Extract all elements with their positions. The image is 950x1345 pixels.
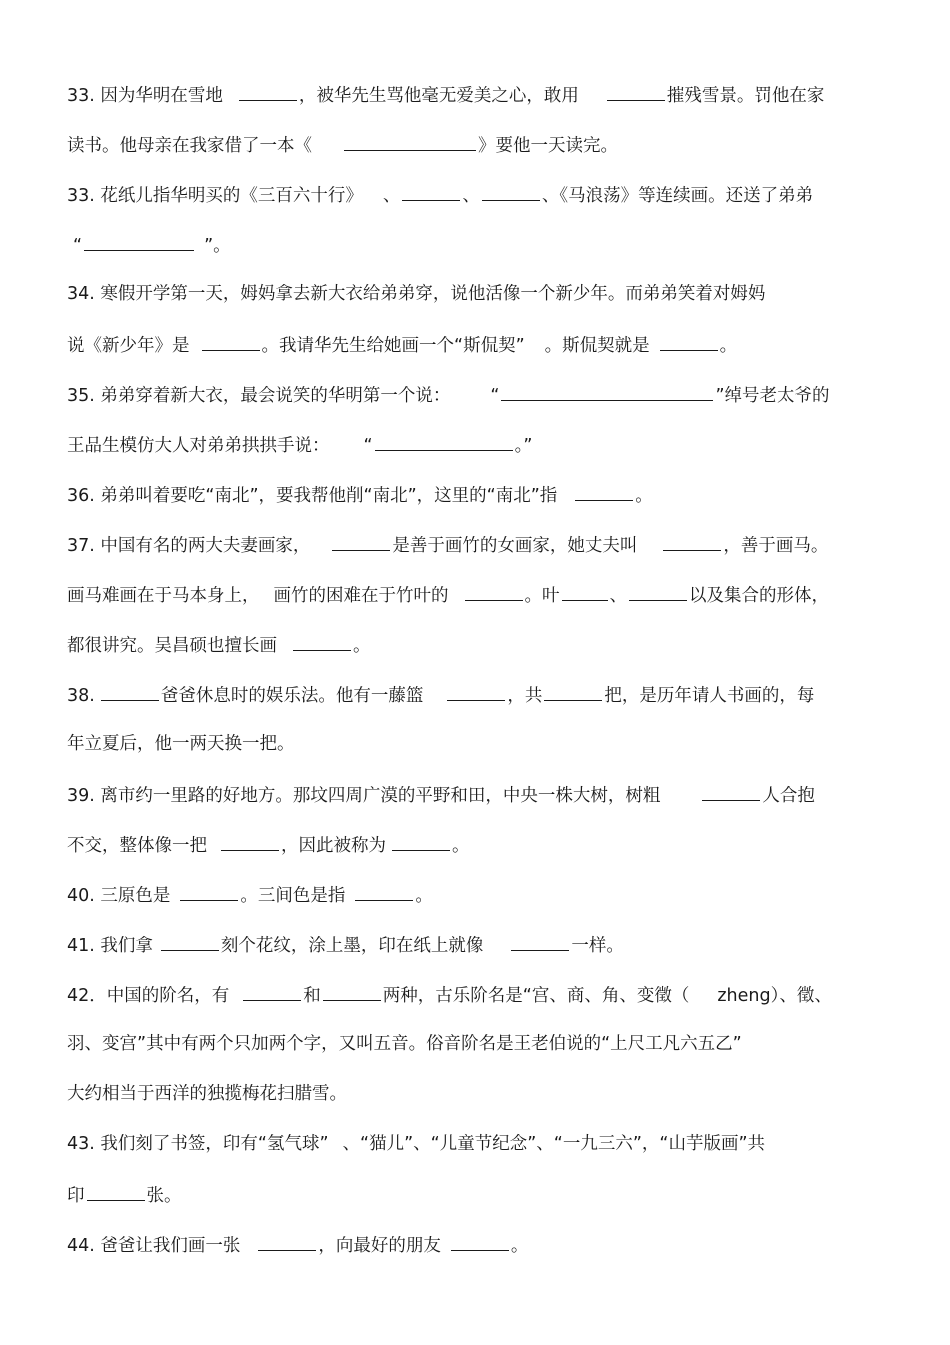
answer-blank[interactable]	[323, 980, 381, 1001]
answer-blank[interactable]	[402, 180, 460, 201]
text: ，善于画马。	[723, 536, 829, 556]
text: “	[490, 386, 500, 406]
text: ，因此被称为	[281, 836, 386, 856]
question-42-line-2	[67, 1030, 742, 1058]
answer-blank[interactable]	[87, 1180, 145, 1201]
question-34-line-2	[67, 330, 737, 358]
question-43-line-2	[67, 1180, 182, 1208]
text: 、	[609, 586, 627, 606]
text: 38.	[67, 686, 95, 706]
answer-blank[interactable]	[607, 80, 665, 101]
text: 年立夏后，他一两天换一把。	[67, 734, 295, 754]
text: 爸爸休息时的娱乐法。他有一藤篮	[160, 686, 424, 706]
answer-blank[interactable]	[161, 930, 219, 951]
question-42-line-1	[67, 980, 832, 1008]
text: 不交，整体像一把	[67, 836, 207, 856]
text: 和	[303, 986, 321, 1006]
answer-blank[interactable]	[332, 530, 390, 551]
answer-blank[interactable]	[629, 580, 687, 601]
answer-blank[interactable]	[344, 130, 476, 151]
question-33a-line-2	[67, 130, 618, 158]
question-40-line-1	[67, 880, 433, 908]
text: “	[363, 436, 373, 456]
text: 摧残雪景。罚他在家	[666, 86, 825, 106]
text: 40. 三原色是	[67, 886, 171, 906]
text: 一样。	[571, 936, 624, 956]
text: 42．中国的阶名，有	[67, 986, 230, 1006]
question-33b-line-1	[67, 180, 813, 208]
text: 说《新少年》是	[67, 336, 190, 356]
text: 是善于画竹的女画家，她丈夫叫	[392, 536, 638, 556]
text: 39. 离市约一里路的好地方。那坟四周广漠的平野和田，中央一株大树，树粗	[67, 786, 661, 806]
question-44-line-1	[67, 1230, 528, 1258]
answer-blank[interactable]	[702, 780, 760, 801]
text: 人合抱	[762, 786, 815, 806]
question-42-line-3	[67, 1080, 347, 1108]
text: 以及集合的形体，	[689, 586, 829, 606]
text: 画竹的困难在于竹叶的	[273, 586, 449, 606]
answer-blank[interactable]	[375, 430, 513, 451]
question-38-line-1	[67, 680, 814, 708]
answer-blank[interactable]	[293, 630, 351, 651]
answer-blank[interactable]	[465, 580, 523, 601]
answer-blank[interactable]	[447, 680, 505, 701]
text: 张。	[146, 1186, 182, 1206]
text: 》要他一天读完。	[478, 136, 618, 156]
text: 44. 爸爸让我们画一张	[67, 1236, 241, 1256]
answer-blank[interactable]	[575, 480, 633, 501]
answer-blank[interactable]	[511, 930, 569, 951]
text: 。	[719, 336, 738, 356]
question-36-line-1	[67, 480, 653, 508]
text: 。”	[514, 436, 533, 456]
question-33b-line-2	[67, 230, 231, 258]
question-43-line-1	[67, 1130, 765, 1158]
question-37-line-2	[67, 580, 829, 608]
text: 34. 寒假开学第一天，姆妈拿去新大衣给弟弟穿，说他活像一个新少年。而弟弟笑着对姆妈	[67, 284, 766, 304]
text: 。斯侃契就是	[544, 336, 650, 356]
answer-blank[interactable]	[101, 680, 159, 701]
text: 。	[510, 1236, 529, 1256]
text: 。	[452, 836, 470, 856]
text: 、	[462, 186, 480, 206]
text: 。	[415, 886, 433, 906]
text: 印	[67, 1186, 85, 1206]
text: 读书。他母亲在我家借了一本《	[67, 136, 312, 156]
text: 36. 弟弟叫着要吃“南北”，要我帮他削“南北”，这里的“南北”指	[67, 486, 558, 506]
text: 35. 弟弟穿着新大衣，最会说笑的华明第一个说：	[67, 386, 451, 406]
question-38-line-2	[67, 730, 295, 758]
answer-blank[interactable]	[544, 680, 602, 701]
text: 刻个花纹，涂上墨，印在纸上就像	[220, 936, 484, 956]
text: ，被华先生骂他毫无爱美之心，敢用	[298, 86, 579, 106]
question-39-line-2	[67, 830, 470, 858]
answer-blank[interactable]	[84, 230, 194, 251]
answer-blank[interactable]	[663, 530, 721, 551]
question-41-line-1	[67, 930, 624, 958]
answer-blank[interactable]	[221, 830, 279, 851]
question-39-line-1	[67, 780, 815, 808]
text: ”绰号老太爷的	[715, 386, 830, 406]
text: ，共	[507, 686, 543, 706]
answer-blank[interactable]	[239, 80, 297, 101]
question-35-line-1	[67, 380, 830, 408]
text: 、“猫儿”、“儿童节纪念”、“一九三六”，“山芋版画”共	[342, 1134, 766, 1154]
text: 41. 我们拿	[67, 936, 153, 956]
text: 。	[353, 636, 371, 656]
text: 。叶	[524, 586, 560, 606]
text: zheng）、徵、	[717, 986, 832, 1006]
answer-blank[interactable]	[180, 880, 238, 901]
text: 都很讲究。吴昌硕也擅长画	[67, 636, 277, 656]
answer-blank[interactable]	[202, 330, 260, 351]
text: 37. 中国有名的两大夫妻画家，	[67, 536, 311, 556]
question-34-line-1	[67, 280, 765, 308]
answer-blank[interactable]	[482, 180, 540, 201]
text: 王品生模仿大人对弟弟拱拱手说：	[67, 436, 330, 456]
text: 33. 因为华明在雪地	[67, 86, 223, 106]
text: ”。	[204, 236, 231, 256]
question-35-line-2	[67, 430, 532, 458]
text: 把，是历年请人书画的，每	[604, 686, 815, 706]
text: 画马难画在于马本身上，	[67, 586, 260, 606]
text: 、《马浪荡》等连续画。还送了弟弟	[541, 186, 814, 206]
text: “	[73, 236, 83, 256]
answer-blank[interactable]	[392, 830, 450, 851]
answer-blank[interactable]	[501, 380, 713, 401]
text: 、	[382, 186, 401, 206]
text: 33. 花纸儿指华明买的《三百六十行》	[67, 186, 363, 206]
answer-blank[interactable]	[258, 1230, 316, 1251]
text: 羽、变宫”其中有两个只加两个字，又叫五音。俗音阶名是王老伯说的“上尺工凡六五乙”	[67, 1034, 742, 1054]
text: 。我请华先生给她画一个“斯侃契”	[261, 336, 525, 356]
question-37-line-3	[67, 630, 371, 658]
text: 两种，古乐阶名是“宫、商、角、变徵（	[382, 986, 690, 1006]
text: 。三间色是指	[240, 886, 346, 906]
question-33a-line-1	[67, 80, 824, 108]
text: 。	[635, 486, 653, 506]
answer-blank[interactable]	[451, 1230, 509, 1251]
answer-blank[interactable]	[355, 880, 413, 901]
question-37-line-1	[67, 530, 828, 558]
text: ，向最好的朋友	[318, 1236, 441, 1256]
text: 大约相当于西洋的独揽梅花扫腊雪。	[67, 1084, 347, 1104]
answer-blank[interactable]	[562, 580, 608, 601]
text: 43. 我们刻了书签，印有“氢气球”	[67, 1134, 329, 1154]
answer-blank[interactable]	[243, 980, 301, 1001]
answer-blank[interactable]	[660, 330, 718, 351]
